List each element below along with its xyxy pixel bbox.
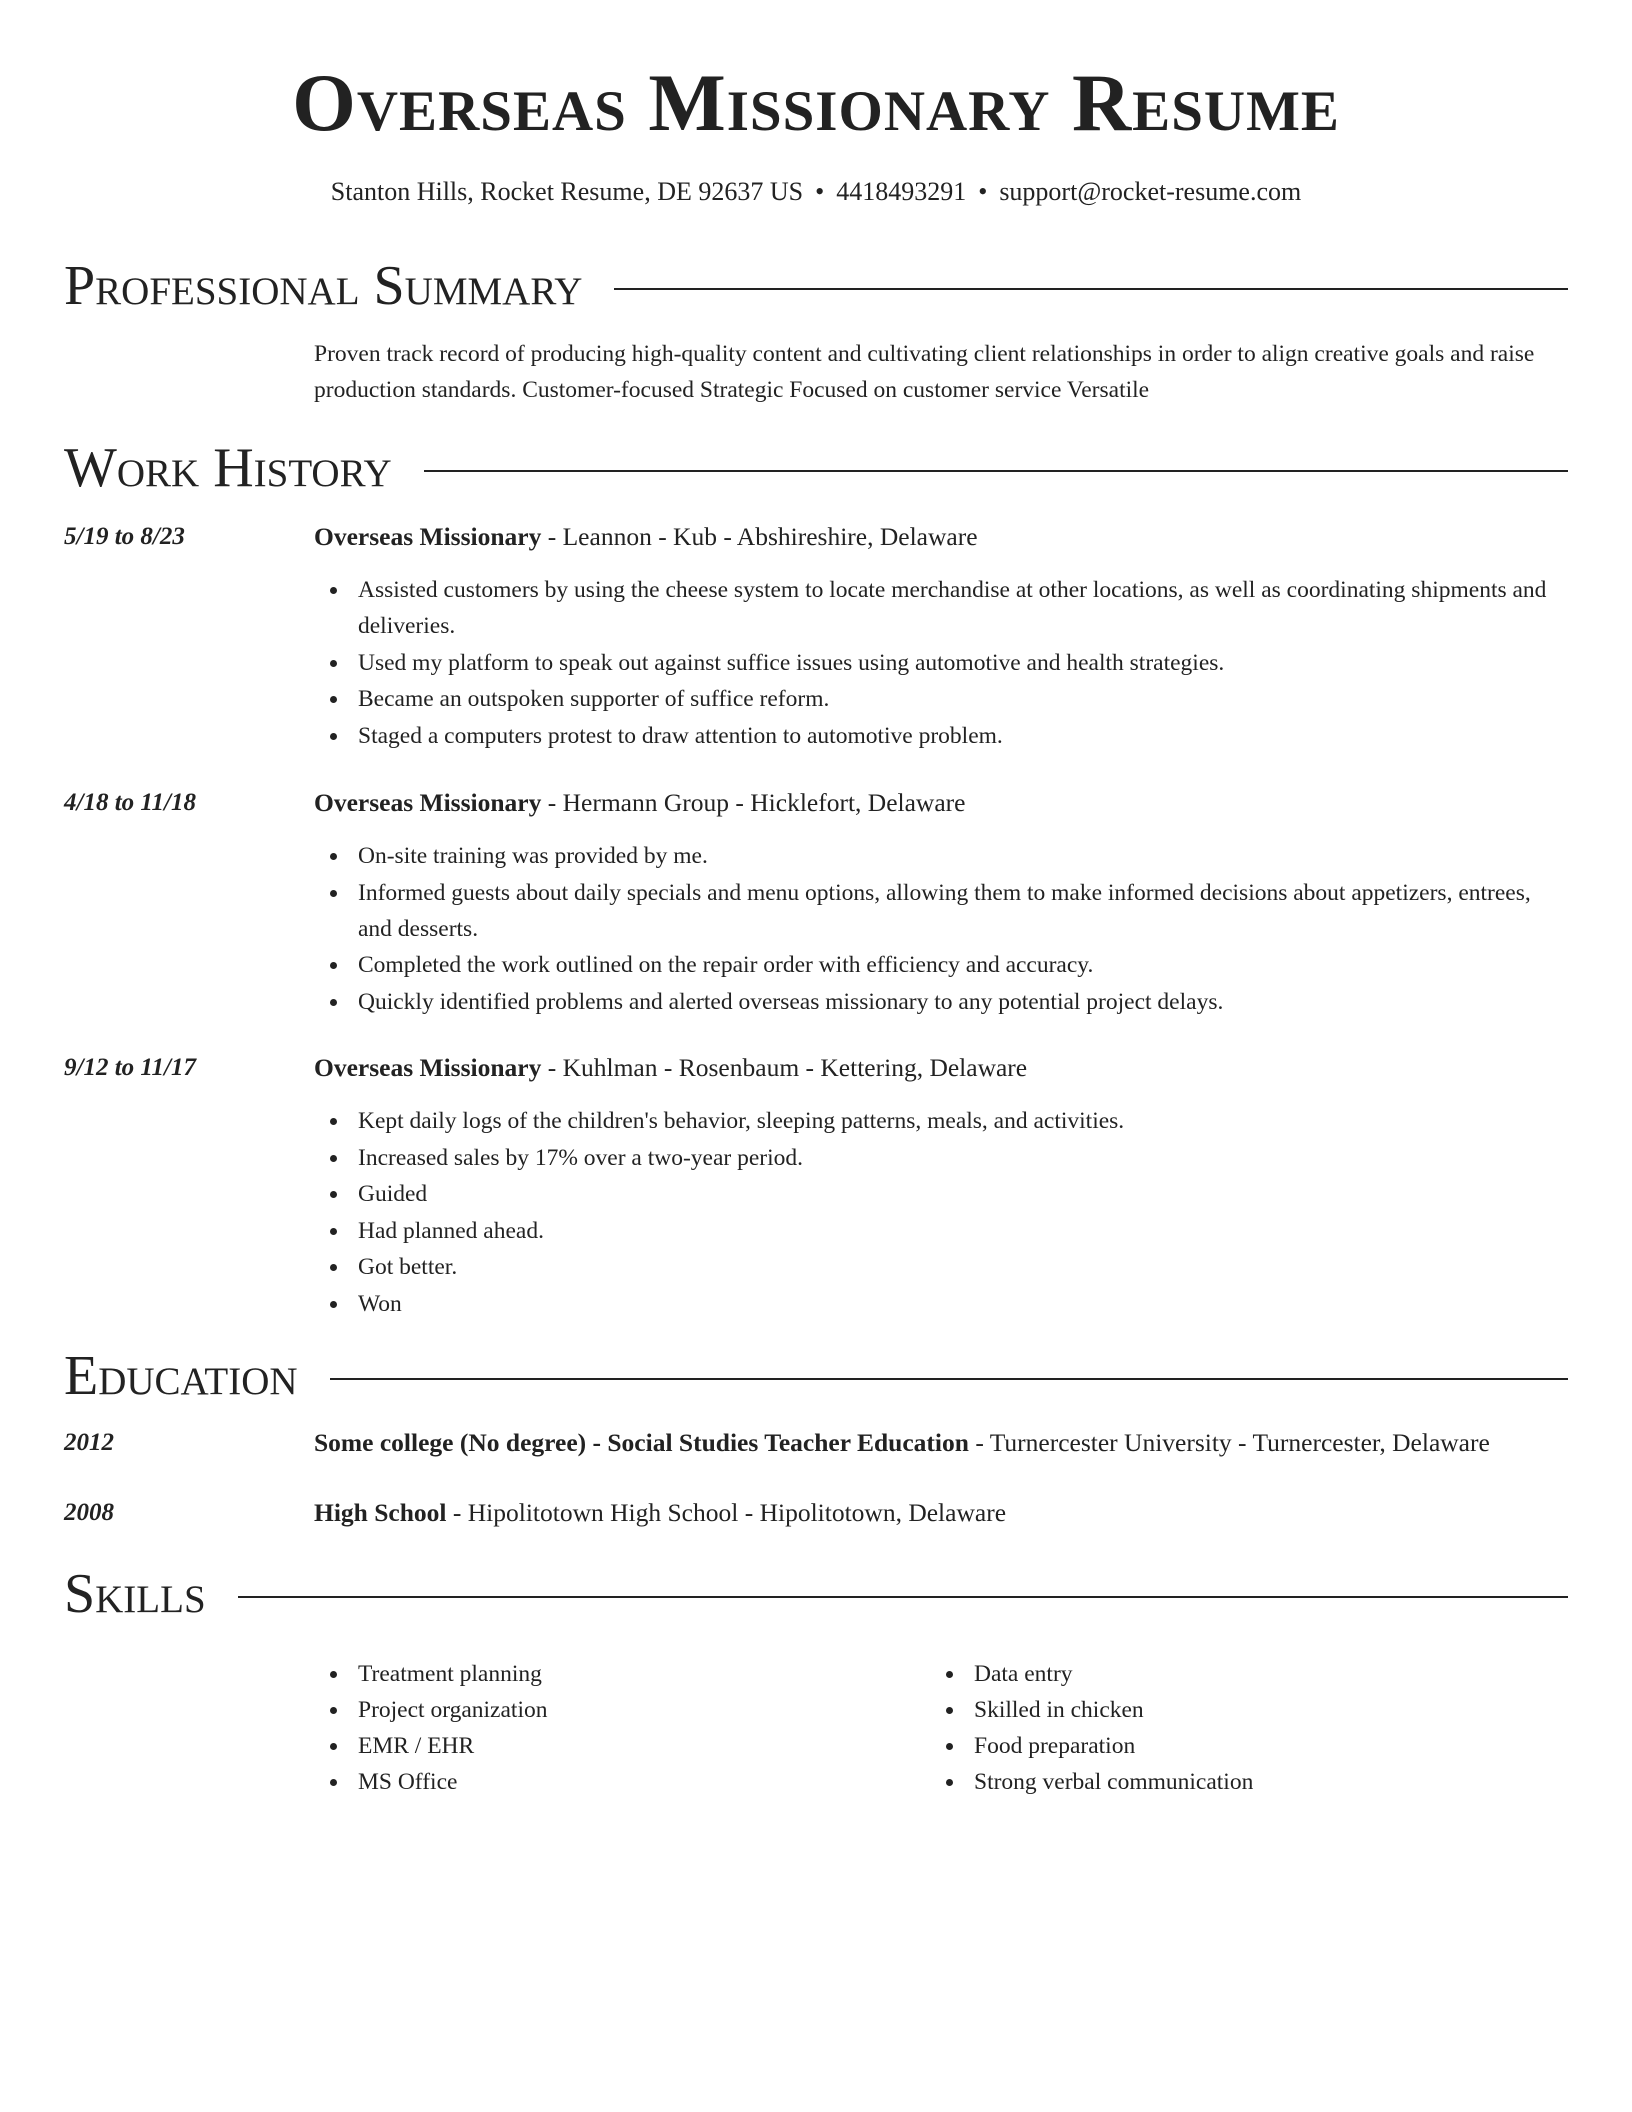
summary-section-header bbox=[64, 255, 1568, 317]
contact-line bbox=[0, 176, 1632, 208]
education-heading bbox=[314, 1426, 1568, 1460]
skills-column-right bbox=[930, 1656, 1546, 1800]
work-section-title: Work History bbox=[64, 437, 392, 499]
skill-item: Strong verbal communication bbox=[930, 1764, 1546, 1800]
contact-separator: • bbox=[815, 177, 825, 206]
work-employer: - Hermann Group - Hicklefort, Delaware bbox=[541, 788, 966, 817]
skill-item: Project organization bbox=[314, 1692, 930, 1728]
list-item: Got better. bbox=[314, 1249, 1568, 1285]
education-school: - Turnercester University - Turnercester, Delaware bbox=[968, 1428, 1490, 1457]
section-divider bbox=[238, 1596, 1568, 1598]
work-bullets bbox=[314, 572, 1568, 754]
list-item: Completed the work outlined on the repair order with efficiency and accuracy. bbox=[314, 947, 1568, 983]
work-role: Overseas Missionary bbox=[314, 522, 542, 551]
section-divider bbox=[330, 1378, 1568, 1380]
work-role: Overseas Missionary bbox=[314, 788, 542, 817]
skills-column-left bbox=[314, 1656, 930, 1800]
list-item: Informed guests about daily specials and menu options, allowing them to make informed decisions about appetizers, entrees, and desserts. bbox=[314, 875, 1568, 947]
education-school: - Hipolitotown High School - Hipolitotown, Delaware bbox=[446, 1498, 1007, 1527]
skills-section-header bbox=[64, 1563, 1568, 1625]
skill-item: Data entry bbox=[930, 1656, 1546, 1692]
list-item: Assisted customers by using the cheese system to locate merchandise at other locations, as well as coordinating shipments and deliveries. bbox=[314, 572, 1568, 644]
summary-text: Proven track record of producing high-quality content and cultivating client relationships in order to align creative goals and raise production standards. Customer-focused Strategic Focused on customer service Versatile bbox=[314, 341, 1535, 403]
skills-section-title: Skills bbox=[64, 1563, 206, 1625]
list-item: Increased sales by 17% over a two-year period. bbox=[314, 1140, 1568, 1176]
skills-list bbox=[314, 1656, 1568, 1800]
section-divider bbox=[614, 288, 1568, 290]
skill-item: Treatment planning bbox=[314, 1656, 930, 1692]
list-item: Won bbox=[314, 1286, 1568, 1322]
work-dates: 5/19 to 8/23 bbox=[64, 523, 185, 550]
list-item: Had planned ahead. bbox=[314, 1213, 1568, 1249]
skill-item: Food preparation bbox=[930, 1728, 1546, 1764]
work-heading bbox=[314, 1051, 1568, 1085]
education-section-title: Education bbox=[64, 1345, 298, 1407]
list-item: Used my platform to speak out against suffice issues using automotive and health strategies. bbox=[314, 645, 1568, 681]
work-dates: 4/18 to 11/18 bbox=[64, 789, 196, 816]
contact-address: Stanton Hills, Rocket Resume, DE 92637 US bbox=[330, 177, 804, 206]
work-bullets bbox=[314, 1103, 1568, 1322]
education-degree: High School bbox=[314, 1498, 447, 1527]
education-year: 2012 bbox=[64, 1429, 114, 1456]
contact-email: support@rocket-resume.com bbox=[999, 177, 1302, 206]
summary-section-title: Professional Summary bbox=[64, 255, 583, 317]
work-bullets bbox=[314, 838, 1568, 1020]
skill-item: EMR / EHR bbox=[314, 1728, 930, 1764]
education-degree: Some college (No degree) - Social Studies Teacher Education bbox=[314, 1428, 969, 1457]
education-section-header bbox=[64, 1345, 1568, 1407]
list-item: Quickly identified problems and alerted overseas missionary to any potential project delays. bbox=[314, 984, 1568, 1020]
skill-item: Skilled in chicken bbox=[930, 1692, 1546, 1728]
contact-separator: • bbox=[978, 177, 988, 206]
education-year: 2008 bbox=[64, 1499, 114, 1526]
list-item: Staged a computers protest to draw attention to automotive problem. bbox=[314, 718, 1568, 754]
skill-item: MS Office bbox=[314, 1764, 930, 1800]
resume-title: Overseas Missionary Resume bbox=[292, 57, 1340, 148]
work-employer: - Kuhlman - Rosenbaum - Kettering, Delaware bbox=[541, 1053, 1028, 1082]
work-heading bbox=[314, 520, 1568, 554]
work-role: Overseas Missionary bbox=[314, 1053, 542, 1082]
list-item: Guided bbox=[314, 1176, 1568, 1212]
list-item: Kept daily logs of the children's behavior, sleeping patterns, meals, and activities. bbox=[314, 1103, 1568, 1139]
contact-phone: 4418493291 bbox=[836, 177, 967, 206]
work-dates: 9/12 to 11/17 bbox=[64, 1054, 196, 1081]
list-item: On-site training was provided by me. bbox=[314, 838, 1568, 874]
work-section-header bbox=[64, 437, 1568, 499]
work-employer: - Leannon - Kub - Abshireshire, Delaware bbox=[541, 522, 978, 551]
work-heading bbox=[314, 786, 1568, 820]
education-heading bbox=[314, 1496, 1568, 1530]
section-divider bbox=[424, 470, 1568, 472]
list-item: Became an outspoken supporter of suffice reform. bbox=[314, 681, 1568, 717]
